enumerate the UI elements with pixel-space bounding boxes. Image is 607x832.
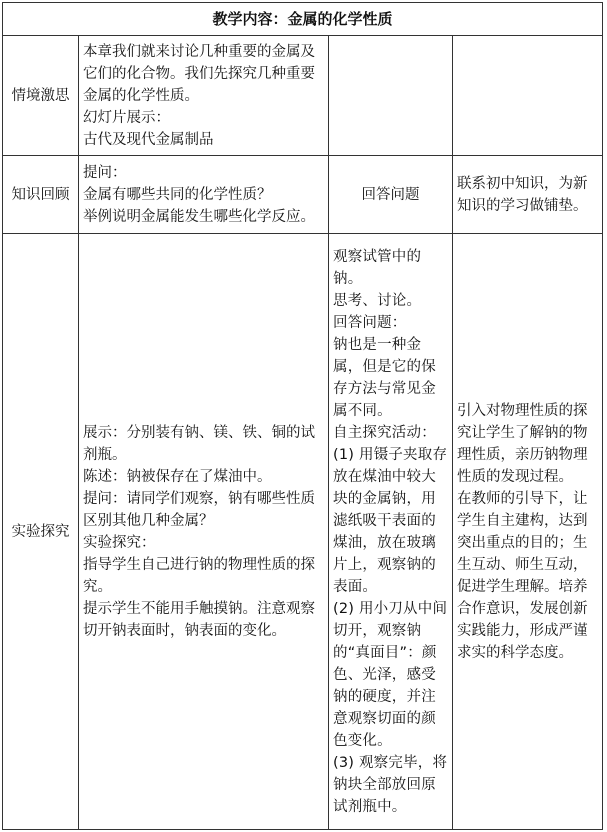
teacher-activity-cell: [79, 156, 329, 234]
stage-cell: 情境激思: [3, 36, 79, 156]
design-intent-cell: [453, 156, 603, 234]
text-line: (1) 用镊子夹取存放在煤油中较大块的金属钠，用滤纸吸干表面的煤油，放在玻璃片上，观察钠的表面。: [333, 446, 448, 595]
text-line: 回答问题：: [333, 314, 407, 331]
text-line: 钠也是一种金属，但是它的保存方法与常见金属不同。: [333, 336, 436, 419]
design-intent-cell: [453, 36, 603, 156]
text-line: 观察试管中的钠。: [333, 248, 422, 287]
text-line: 陈述：钠被保存在了煤油中。: [83, 468, 272, 485]
text-line: 自主探究活动：: [333, 424, 436, 441]
text-line: 回答问题: [361, 186, 420, 203]
text-line: 在教师的引导下，让学生自主建构，达到突出重点的目的；生生互动、师生互动，促进学生理解。培养合作意识，发展创新实践能力，形成严谨求实的科学态度。: [457, 490, 588, 661]
teacher-activity-cell: [79, 234, 329, 830]
table-row-review: [3, 156, 603, 234]
text-line: (3) 观察完毕，将钠块全部放回原试剂瓶中。: [333, 754, 448, 815]
text-line: 思考、讨论。: [333, 292, 422, 309]
design-intent-cell: [453, 234, 603, 830]
stage-cell: 实验探究: [3, 234, 79, 830]
text-line: 展示：分别装有钠、镁、铁、铜的试剂瓶。: [83, 424, 315, 463]
student-activity-cell: [329, 234, 453, 830]
stage-cell: 知识回顾: [3, 156, 79, 234]
text-line: 幻灯片展示：: [83, 109, 170, 126]
text-line: 举例说明金属能发生哪些化学反应。: [83, 208, 315, 225]
title-row: [3, 3, 603, 36]
text-line: 提示学生不能用手触摸钠。注意观察切开钠表面时，钠表面的变化。: [83, 600, 315, 639]
table-title: 教学内容：金属的化学性质: [3, 3, 603, 36]
text-line: 引入对物理性质的探究让学生了解钠的物理性质，亲历钠物理性质的发现过程。: [457, 402, 588, 485]
lesson-plan-sheet: [2, 2, 602, 830]
text-line: 实验探究：: [83, 534, 156, 551]
text-line: (2) 用小刀从中间切开，观察钠的“真面目”：颜色、光泽，感受钠的硬度，并注意观察切面的颜色变化。: [333, 600, 448, 749]
text-line: 金属有哪些共同的化学性质？: [83, 186, 272, 203]
lesson-table: [2, 2, 603, 830]
text-line: 提问：请同学们观察，钠有哪些性质区别其他几种金属？: [83, 490, 315, 529]
text-line: 联系初中知识，为新知识的学习做铺垫。: [457, 175, 588, 214]
table-row-situation: [3, 36, 603, 156]
table-row-experiment: [3, 234, 603, 830]
text-line: 提问：: [83, 164, 127, 181]
teacher-activity-cell: [79, 36, 329, 156]
student-activity-cell: [329, 36, 453, 156]
text-line: 古代及现代金属制品: [83, 131, 214, 148]
text-line: 指导学生自己进行钠的物理性质的探究。: [83, 556, 315, 595]
text-line: 本章我们就来讨论几种重要的金属及它们的化合物。我们先探究几种重要金属的化学性质。: [83, 43, 315, 104]
student-activity-cell: [329, 156, 453, 234]
